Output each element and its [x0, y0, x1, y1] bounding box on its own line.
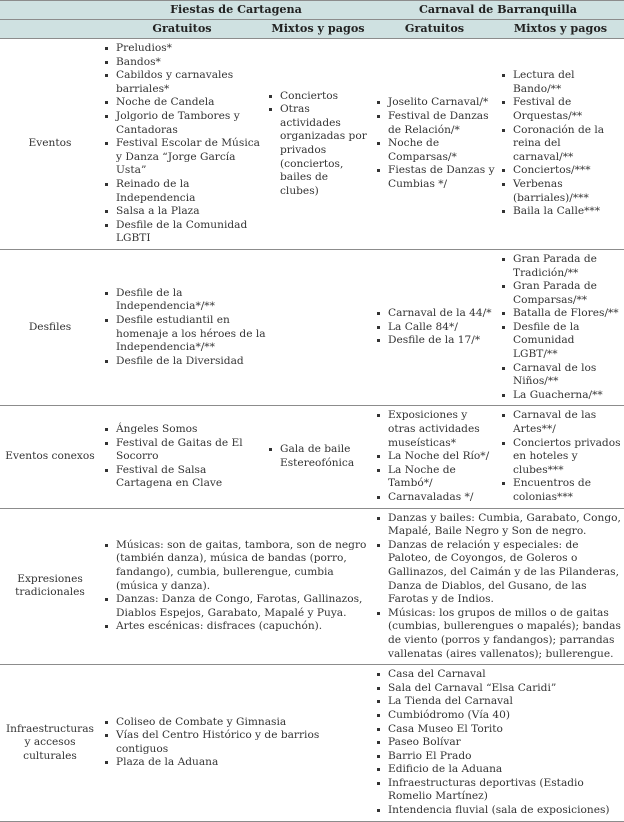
- list-item: Coliseo de Combate y Gimnasia: [102, 716, 370, 730]
- bullet-list: [102, 287, 278, 369]
- header-empty-cell: [0, 1, 100, 20]
- list-item: Desfile de la Diversidad: [102, 355, 278, 369]
- list-item: Conciertos privados en hoteles y clubes***: [499, 437, 622, 478]
- list-item: Baila la Calle***: [499, 205, 622, 219]
- bullet-list: [499, 253, 622, 403]
- list-item: Gran Parada de Tradición/**: [499, 253, 622, 280]
- list-item: Casa Museo El Torito: [374, 723, 622, 737]
- list-item: Desfile de la Independencia*/**: [102, 287, 278, 314]
- list-item: Lectura del Bando/**: [499, 69, 622, 96]
- cell-cartagena: [100, 508, 372, 665]
- list-item: La Tienda del Carnaval: [374, 695, 622, 709]
- list-item: Festival de Danzas de Relación/*: [374, 110, 495, 137]
- list-item: Artes escénicas: disfraces (capuchón).: [102, 620, 370, 634]
- list-item: La Noche de Tambó*/: [374, 464, 495, 491]
- bullet-list: [374, 409, 495, 504]
- cell-barranquilla: [372, 508, 624, 665]
- list-item: Noche de Candela: [102, 96, 262, 110]
- list-item: Ángeles Somos: [102, 423, 262, 437]
- cell-barranquilla-mixtos: [497, 406, 624, 508]
- table-row-eventos: [0, 39, 624, 250]
- cell-barranquilla-mixtos: [497, 39, 624, 250]
- cell-cartagena-gratuitos: [100, 249, 372, 406]
- cell-cartagena-mixtos: [264, 406, 372, 508]
- cell-barranquilla-gratuitos: [372, 406, 497, 508]
- list-item: Reinado de la Independencia: [102, 178, 262, 205]
- list-item: Exposiciones y otras actividades museísticas*: [374, 409, 495, 450]
- cell-barranquilla-mixtos: [497, 249, 624, 406]
- list-item: Danzas y bailes: Cumbia, Garabato, Congo, Mapalé, Baile Negro y Son de negro.: [374, 512, 622, 539]
- list-item: Verbenas (barriales)/***: [499, 178, 622, 205]
- header-empty-cell: [0, 20, 100, 39]
- bullet-list: [102, 539, 370, 634]
- list-item: Festival Escolar de Música y Danza “Jorge García Usta”: [102, 137, 262, 178]
- row-label: Eventos conexos: [5, 450, 95, 463]
- list-item: Otras actividades organizadas por privados (conciertos, bailes de clubes): [266, 103, 370, 198]
- table-row-desfiles: [0, 249, 624, 406]
- list-item: Encuentros de colonias***: [499, 477, 622, 504]
- row-label: Expresiones tradicionales: [15, 572, 85, 599]
- bullet-list: [102, 716, 370, 770]
- list-item: Salsa a la Plaza: [102, 205, 262, 219]
- list-item: Conciertos/***: [499, 164, 622, 178]
- cell-cartagena-gratuitos: [100, 39, 264, 250]
- list-item: Joselito Carnaval/*: [374, 96, 495, 110]
- row-label: Eventos: [28, 137, 72, 150]
- list-item: Festival de Salsa Cartagena en Clave: [102, 464, 262, 491]
- list-item: Gala de baile Estereofónica: [266, 443, 370, 470]
- bullet-list: [266, 90, 370, 199]
- list-item: Cabildos y carnavales barriales*: [102, 69, 262, 96]
- bullet-list: [499, 69, 622, 219]
- cell-barranquilla-gratuitos: [372, 39, 497, 250]
- bullet-list: [374, 96, 495, 191]
- bullet-list: [102, 42, 262, 246]
- header-group-row: [0, 1, 624, 20]
- list-item: Intendencia fluvial (sala de exposiciones): [374, 804, 622, 818]
- list-item: Edificio de la Aduana: [374, 763, 622, 777]
- header-barranquilla-gratuitos: Gratuitos: [372, 20, 497, 39]
- list-item: La Calle 84*/: [374, 321, 495, 335]
- list-item: Carnavaladas */: [374, 491, 495, 505]
- list-item: Noche de Comparsas/*: [374, 137, 495, 164]
- list-item: Danzas de relación y especiales: de Paloteo, de Coyongos, de Goleros o Gallinazos, del Caimán y de las Pilanderas, Danza de Diablos, del Gusano, de las Farotas y de Indios.: [374, 539, 622, 607]
- list-item: La Guacherna/**: [499, 389, 622, 403]
- header-barranquilla-mixtos: Mixtos y pagos: [497, 20, 624, 39]
- list-item: Músicas: los grupos de millos o de gaitas (cumbias, bullerengues o mapalés); bandas de viento (porros y fandangos); parrandas vallenatas (aires vallenatos); bullerengue.: [374, 607, 622, 661]
- list-item: Gran Parada de Comparsas/**: [499, 280, 622, 307]
- list-item: Carnaval de la 44/*: [374, 307, 495, 321]
- list-item: Jolgorio de Tambores y Cantadoras: [102, 110, 262, 137]
- header-group-cartagena: Fiestas de Cartagena: [100, 1, 372, 20]
- list-item: Preludios*: [102, 42, 262, 56]
- list-item: Sala del Carnaval “Elsa Caridi”: [374, 682, 622, 696]
- cell-barranquilla: [372, 665, 624, 822]
- bullet-list: [499, 409, 622, 504]
- list-item: Festival de Gaitas de El Socorro: [102, 437, 262, 464]
- cell-cartagena-gratuitos: [100, 406, 264, 508]
- header-subcolumn-row: [0, 20, 624, 39]
- bullet-list: [266, 443, 370, 470]
- list-item: Batalla de Flores/**: [499, 307, 622, 321]
- list-item: Conciertos: [266, 90, 370, 104]
- bullet-list: [374, 307, 495, 348]
- table-row-eventos-conexos: [0, 406, 624, 508]
- list-item: Desfile de la Comunidad LGBTI: [102, 219, 262, 246]
- list-item: Carnaval de los Niños/**: [499, 362, 622, 389]
- list-item: Desfile de la 17/*: [374, 334, 495, 348]
- list-item: Casa del Carnaval: [374, 668, 622, 682]
- header-group-barranquilla: Carnaval de Barranquilla: [372, 1, 624, 20]
- list-item: Músicas: son de gaitas, tambora, son de negro (también danza), música de bandas (porro, fandango), cumbia, bullerengue, cumbia (música y danza).: [102, 539, 370, 593]
- cell-barranquilla-gratuitos: [372, 249, 497, 406]
- bullet-list: [102, 423, 262, 491]
- list-item: Bandos*: [102, 56, 262, 70]
- cell-cartagena: [100, 665, 372, 822]
- list-item: Cumbiódromo (Vía 40): [374, 709, 622, 723]
- list-item: Infraestructuras deportivas (Estadio Romelio Martínez): [374, 777, 622, 804]
- list-item: Festival de Orquestas/**: [499, 96, 622, 123]
- list-item: Vías del Centro Histórico y de barrios contiguos: [102, 729, 370, 756]
- header-cartagena-mixtos: Mixtos y pagos: [264, 20, 372, 39]
- list-item: Desfile de la Comunidad LGBT/**: [499, 321, 622, 362]
- bullet-list: [374, 512, 622, 662]
- header-cartagena-gratuitos: Gratuitos: [100, 20, 264, 39]
- list-item: Carnaval de las Artes**/: [499, 409, 622, 436]
- cell-cartagena-mixtos: [264, 39, 372, 250]
- list-item: Desfile estudiantil en homenaje a los héroes de la Independencia*/**: [102, 314, 278, 355]
- list-item: La Noche del Río*/: [374, 450, 495, 464]
- list-item: Fiestas de Danzas y Cumbias */: [374, 164, 495, 191]
- list-item: Coronación de la reina del carnaval/**: [499, 124, 622, 165]
- bullet-list: [374, 668, 622, 818]
- list-item: Danzas: Danza de Congo, Farotas, Gallinazos, Diablos Espejos, Garabato, Mapalé y Puya.: [102, 593, 370, 620]
- list-item: Plaza de la Aduana: [102, 756, 370, 770]
- list-item: Paseo Bolívar: [374, 736, 622, 750]
- row-label: Desfiles: [28, 320, 72, 333]
- list-item: Barrio El Prado: [374, 750, 622, 764]
- row-label: Infraestructuras y accesos culturales: [6, 722, 94, 762]
- table-header: [0, 1, 624, 39]
- table-row-expresiones-tradicionales: [0, 508, 624, 665]
- table-row-infraestructuras: [0, 665, 624, 822]
